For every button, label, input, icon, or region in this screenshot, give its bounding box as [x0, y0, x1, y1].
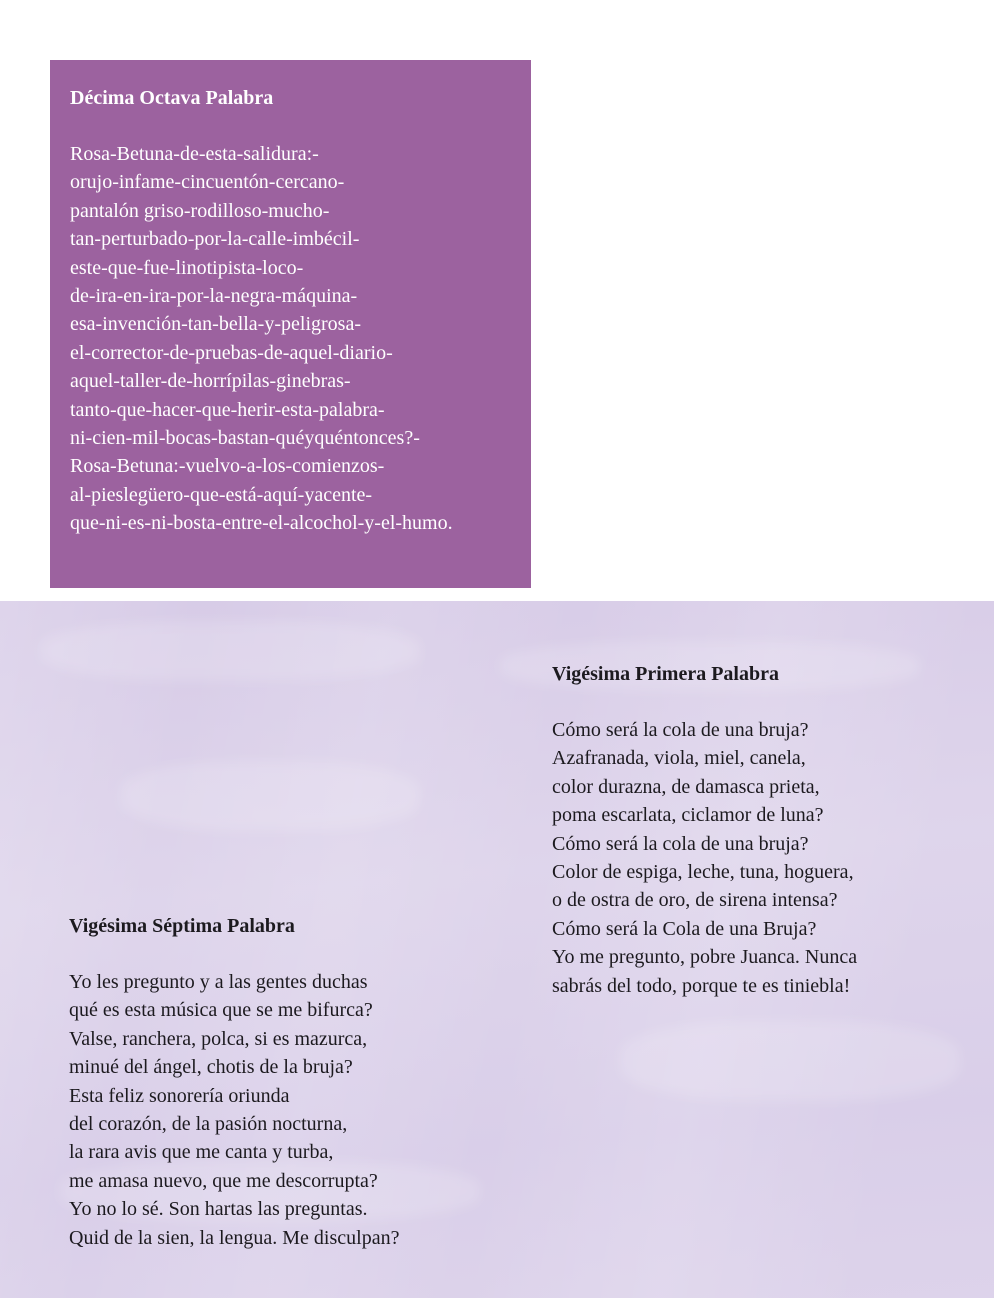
poem-line: color durazna, de damasca prieta,: [552, 775, 820, 798]
poem-line: Esta feliz sonorería oriunda: [69, 1084, 290, 1107]
poem-line: Valse, ranchera, polca, si es mazurca,: [69, 1027, 368, 1050]
poem-line: Cómo será la cola de una bruja?: [552, 719, 809, 741]
poem-line: de-ira-en-ira-por-la-negra-máquina-: [70, 285, 358, 308]
poem-line: que-ni-es-ni-bosta-entre-el-alcochol-y-el-humo.: [70, 512, 453, 535]
poem-title-vigesima-primera: Vigésima Primera Palabra: [552, 663, 779, 685]
brush-texture: [40, 621, 420, 681]
poem-title-decima-octava: Décima Octava Palabra: [70, 87, 274, 109]
poem-line: Cómo será la cola de una bruja?: [552, 832, 809, 855]
poem-line: orujo-infame-cincuentón-cercano-: [70, 171, 345, 194]
poem-line: minué del ángel, chotis de la bruja?: [69, 1056, 353, 1079]
poem-line: qué es esta música que se me bifurca?: [69, 999, 373, 1022]
poem-box-decima-octava: [50, 60, 531, 588]
poem-line: Yo les pregunto y a las gentes duchas: [69, 971, 368, 993]
poem-line: Yo me pregunto, pobre Juanca. Nunca: [552, 946, 858, 969]
poem-title-vigesima-septima: Vigésima Séptima Palabra: [69, 915, 295, 937]
poem-line: Quid de la sien, la lengua. Me disculpan?: [69, 1226, 400, 1249]
brush-texture: [620, 1021, 960, 1101]
poem-line: ni-cien-mil-bocas-bastan-quéyquéntonces?-: [70, 427, 420, 450]
poem-line: del corazón, de la pasión nocturna,: [69, 1113, 348, 1136]
poem-line: o de ostra de oro, de sirena intensa?: [552, 889, 838, 912]
poem-line: sabrás del todo, porque te es tiniebla!: [552, 974, 851, 997]
poem-line: tan-perturbado-por-la-calle-imbécil-: [70, 228, 360, 251]
poem-line: tanto-que-hacer-que-herir-esta-palabra-: [70, 398, 385, 421]
poem-line: este-que-fue-linotipista-loco-: [70, 256, 304, 279]
poem-line: pantalón griso-rodilloso-mucho-: [70, 199, 330, 222]
poem-body-decima-octava: [70, 140, 513, 538]
poem-line: poma escarlata, ciclamor de luna?: [552, 804, 824, 827]
poem-vigesima-septima: [69, 912, 399, 1252]
poem-line: Cómo será la Cola de una Bruja?: [552, 917, 817, 940]
brush-texture: [120, 761, 420, 831]
poem-vigesima-primera: [552, 660, 857, 1000]
poem-line: Yo no lo sé. Son hartas las preguntas.: [69, 1198, 368, 1221]
poem-body-vigesima-primera: [552, 716, 857, 1000]
poem-line: el-corrector-de-pruebas-de-aquel-diario-: [70, 341, 393, 364]
poem-line: Rosa-Betuna:-vuelvo-a-los-comienzos-: [70, 455, 385, 478]
poem-line: Rosa-Betuna-de-esta-salidura:-: [70, 143, 319, 165]
poem-line: esa-invención-tan-bella-y-peligrosa-: [70, 313, 361, 336]
poem-line: Color de espiga, leche, tuna, hoguera,: [552, 861, 854, 884]
poem-line: aquel-taller-de-horrípilas-ginebras-: [70, 370, 351, 393]
poem-line: la rara avis que me canta y turba,: [69, 1141, 334, 1164]
poem-body-vigesima-septima: [69, 968, 399, 1252]
poem-line: Azafranada, viola, miel, canela,: [552, 747, 806, 770]
poem-line: me amasa nuevo, que me descorrupta?: [69, 1169, 378, 1192]
poem-line: al-pieslegüero-que-está-aquí-yacente-: [70, 483, 373, 506]
